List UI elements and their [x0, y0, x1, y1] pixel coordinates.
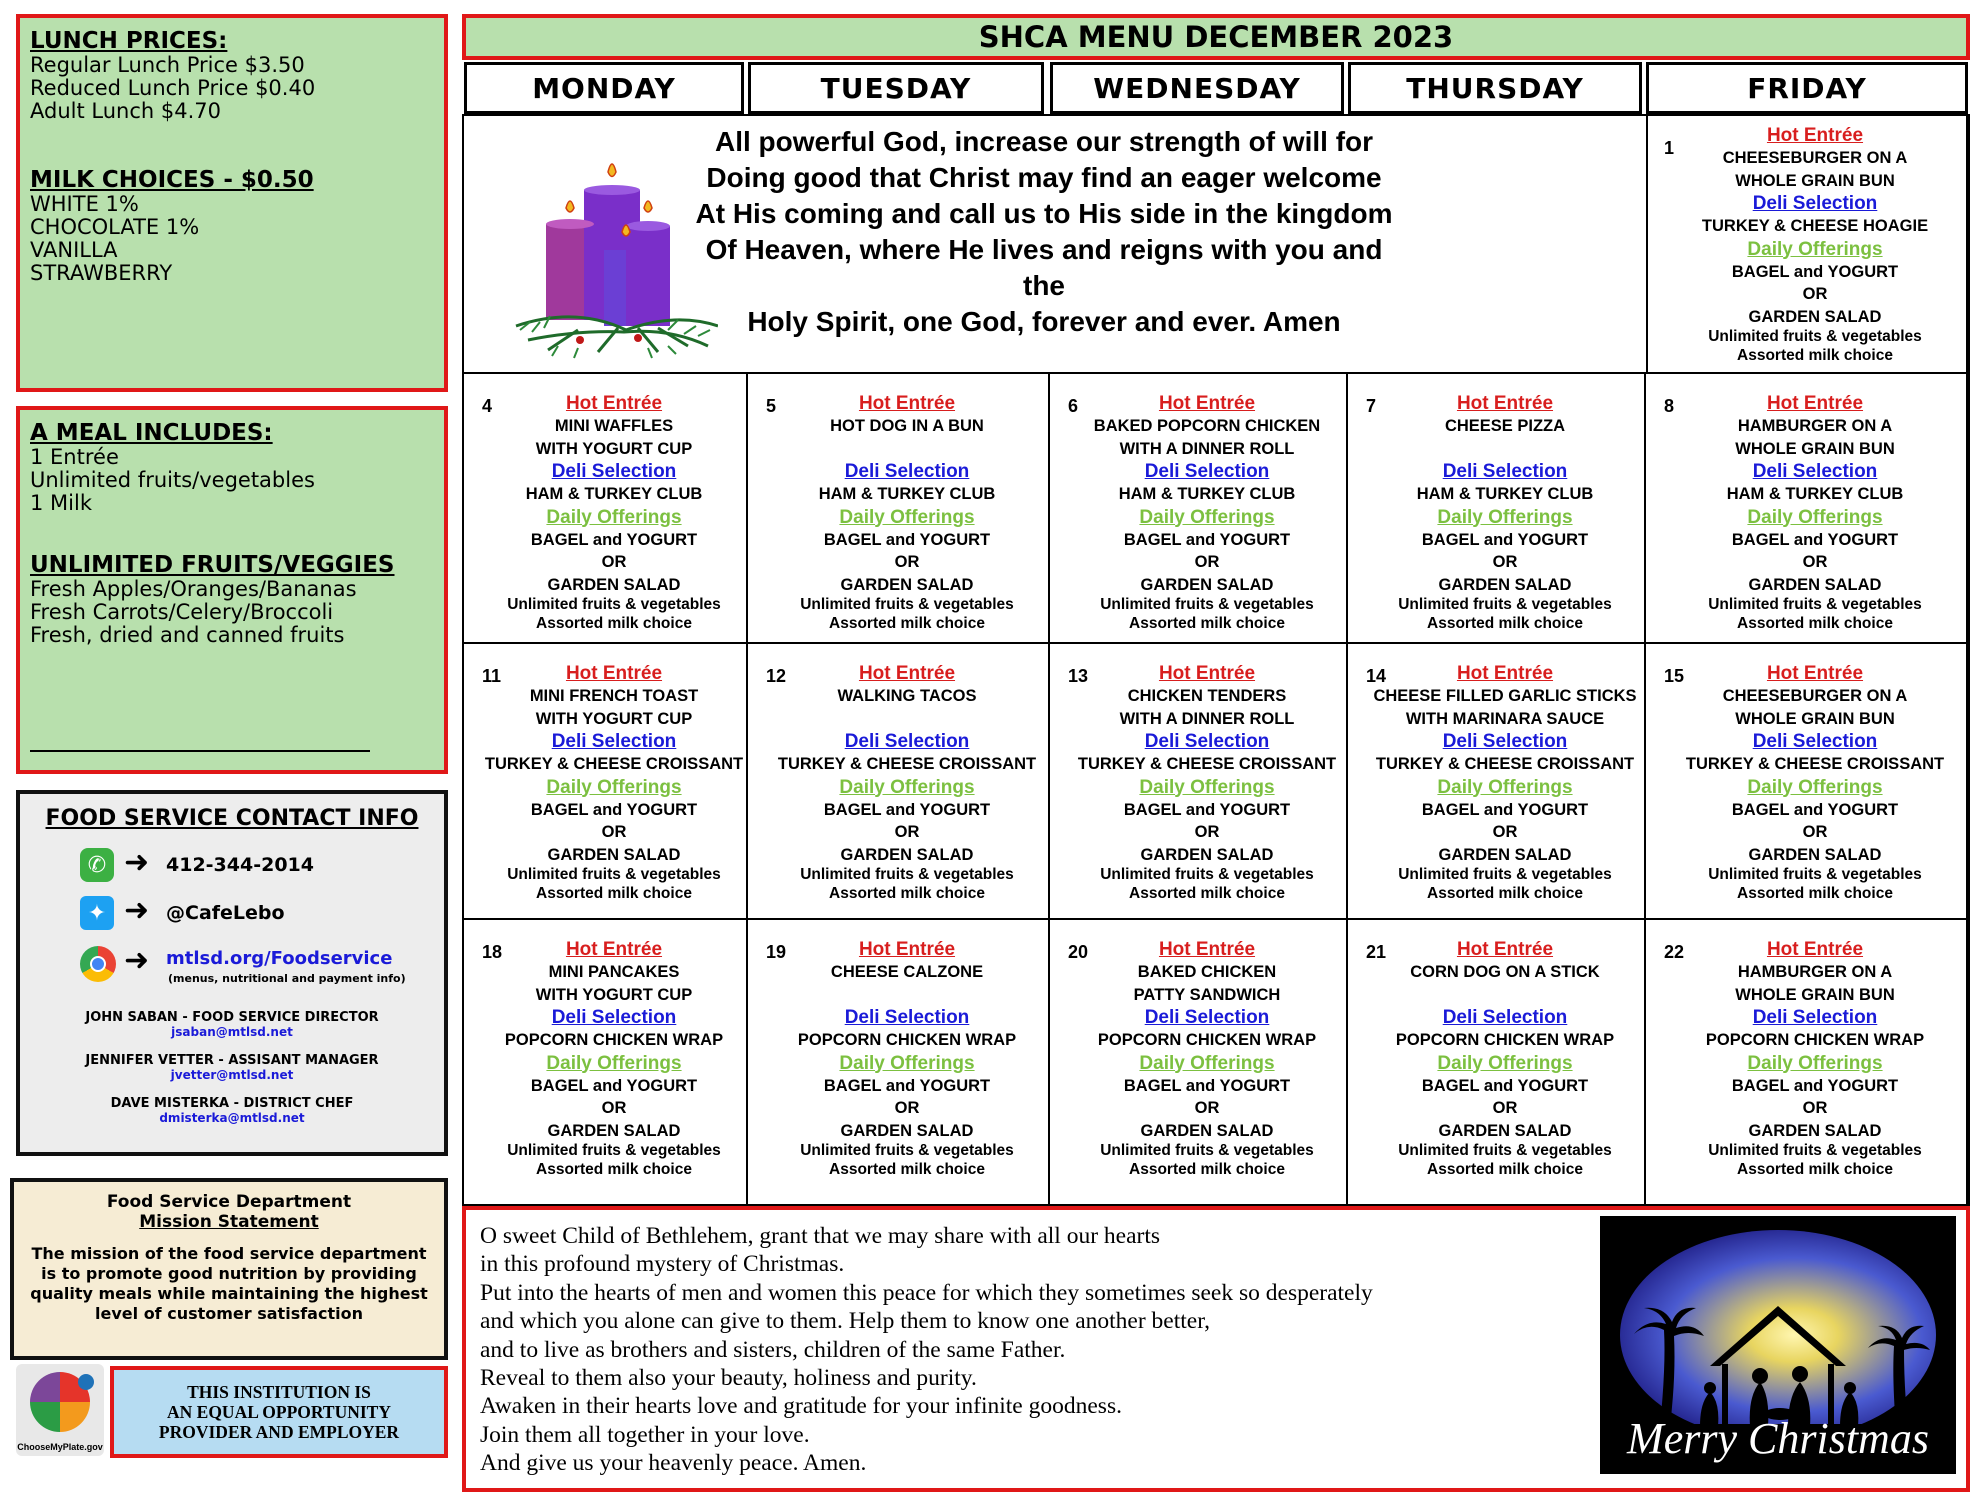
hot-entree-label: Hot Entrée: [1158, 393, 1256, 414]
hot-entree-item: WITH YOGURT CUP: [535, 985, 693, 1004]
day-cell: [1050, 644, 1348, 920]
fruits-note: Unlimited fruits & vegetables: [1100, 866, 1314, 883]
day-number: 22: [1664, 942, 1685, 962]
day-number: 15: [1664, 666, 1685, 686]
daily-offerings-label: Daily Offerings: [1437, 1052, 1573, 1074]
daily-item: BAGEL and YOGURT: [1123, 800, 1291, 819]
day-cell: [464, 920, 748, 1206]
weekday-header: TUESDAY: [748, 62, 1044, 114]
milk-note: Assorted milk choice: [536, 615, 692, 632]
hot-entree-label: Hot Entrée: [1766, 663, 1864, 684]
fruits-note: Unlimited fruits & vegetables: [1708, 596, 1922, 613]
daily-item: GARDEN SALAD: [1438, 845, 1572, 864]
milk-note: Assorted milk choice: [1737, 615, 1893, 632]
daily-item: GARDEN SALAD: [1748, 1121, 1882, 1140]
day-cell: [1646, 116, 1968, 374]
meal-includes-panel: [16, 406, 448, 774]
milk-note: Assorted milk choice: [829, 1161, 985, 1178]
menu-items: [1646, 662, 1966, 904]
weekday-header: WEDNESDAY: [1050, 62, 1344, 114]
menu-items: [1050, 938, 1346, 1180]
day-number: 12: [766, 666, 787, 686]
day-number: 19: [766, 942, 787, 962]
daily-offerings-label: Daily Offerings: [1437, 776, 1573, 798]
menu-items: [748, 392, 1048, 634]
myplate-logo: [16, 1364, 104, 1456]
hot-entree-item: WITH MARINARA SAUCE: [1405, 709, 1605, 728]
deli-selection-label: Deli Selection: [551, 731, 677, 752]
hot-entree-label: Hot Entrée: [858, 939, 956, 960]
menu-items: [1348, 662, 1644, 904]
daily-item: OR: [1194, 823, 1220, 841]
deli-item: HAM & TURKEY CLUB: [818, 485, 996, 503]
hot-entree-item: PATTY SANDWICH: [1133, 985, 1281, 1004]
daily-item: OR: [1492, 553, 1518, 571]
phone-icon: ✆: [80, 848, 114, 882]
daily-item: GARDEN SALAD: [547, 845, 681, 864]
day-cell: [1348, 644, 1646, 920]
deli-item: HAM & TURKEY CLUB: [1118, 485, 1296, 503]
hot-entree-item: CHEESEBURGER ON A: [1722, 687, 1908, 705]
milk-note: Assorted milk choice: [1427, 1161, 1583, 1178]
day-number: 7: [1366, 396, 1377, 416]
daily-item: OR: [1802, 553, 1828, 571]
deli-item: HAM & TURKEY CLUB: [1416, 485, 1594, 503]
daily-item: BAGEL and YOGURT: [823, 530, 991, 549]
deli-item: TURKEY & CHEESE CROISSANT: [484, 755, 744, 773]
menu-items: [464, 938, 746, 1180]
prayer-line: Join them all together in your love.: [480, 1421, 810, 1448]
day-number: 20: [1068, 942, 1089, 962]
fruits-note: Unlimited fruits & vegetables: [507, 1142, 721, 1159]
fruits-note: Unlimited fruits & vegetables: [1100, 596, 1314, 613]
day-number: 8: [1664, 396, 1675, 416]
daily-item: OR: [1802, 285, 1828, 303]
weekday-header: MONDAY: [464, 62, 744, 114]
day-cell: [1348, 374, 1646, 644]
fruits-note: Unlimited fruits & vegetables: [1100, 1142, 1314, 1159]
day-cell: [464, 374, 748, 644]
day-number: 5: [766, 396, 777, 416]
daily-offerings-label: Daily Offerings: [546, 1052, 682, 1074]
menu-items: [1348, 392, 1644, 634]
menu-items: [1050, 662, 1346, 904]
milk-note: Assorted milk choice: [536, 885, 692, 902]
price-line: Adult Lunch $4.70: [30, 99, 221, 123]
prayer-line: At His coming and call us to His side in the kingdom: [695, 198, 1393, 229]
veggies-line: Fresh Carrots/Celery/Broccoli: [30, 600, 334, 624]
advent-prayer-text: [694, 124, 1394, 340]
hot-entree-item: WHOLE GRAIN BUN: [1735, 985, 1895, 1004]
deli-item: HAM & TURKEY CLUB: [1726, 485, 1904, 503]
deli-selection-label: Deli Selection: [844, 731, 970, 752]
contact-panel: [16, 790, 448, 1156]
menu-items: [748, 662, 1048, 904]
spacer: [766, 708, 1048, 731]
menu-items: [464, 392, 746, 634]
daily-offerings-label: Daily Offerings: [546, 506, 682, 528]
price-line: Reduced Lunch Price $0.40: [30, 76, 316, 100]
hot-entree-item: MINI PANCAKES: [548, 963, 680, 981]
deli-selection-label: Deli Selection: [1442, 731, 1568, 752]
spacer: [1366, 438, 1644, 461]
daily-item: BAGEL and YOGURT: [1731, 800, 1899, 819]
milk-heading: MILK CHOICES - $0.50: [30, 167, 314, 193]
deli-item: HAM & TURKEY CLUB: [525, 485, 703, 503]
daily-offerings-label: Daily Offerings: [839, 1052, 975, 1074]
menu-items: [1348, 938, 1644, 1180]
daily-offerings-label: Daily Offerings: [1747, 1052, 1883, 1074]
eeo-line: THIS INSTITUTION IS: [187, 1382, 371, 1402]
milk-line: VANILLA: [30, 238, 118, 262]
day-number: 4: [482, 396, 493, 416]
meal-line: Unlimited fruits/vegetables: [30, 468, 315, 492]
milk-note: Assorted milk choice: [829, 615, 985, 632]
day-cell: [464, 644, 748, 920]
daily-item: OR: [601, 823, 627, 841]
milk-line: CHOCOLATE 1%: [30, 215, 200, 239]
prayer-line: and to live as brothers and sisters, children of the same Father.: [480, 1336, 1066, 1363]
hot-entree-label: Hot Entrée: [1456, 939, 1554, 960]
hot-entree-label: Hot Entrée: [565, 393, 663, 414]
contact-heading: FOOD SERVICE CONTACT INFO: [45, 806, 419, 831]
nativity-image: [1600, 1216, 1956, 1474]
fruits-note: Unlimited fruits & vegetables: [1708, 328, 1922, 345]
milk-note: Assorted milk choice: [1129, 615, 1285, 632]
hot-entree-label: Hot Entrée: [858, 393, 956, 414]
deli-item: TURKEY & CHEESE HOAGIE: [1701, 217, 1929, 235]
lunch-prices-heading: LUNCH PRICES:: [30, 28, 228, 54]
meal-heading: A MEAL INCLUDES:: [30, 420, 273, 446]
eeo-panel: [110, 1366, 448, 1458]
deli-item: POPCORN CHICKEN WRAP: [1705, 1031, 1925, 1049]
prayer-line: Awaken in their hearts love and gratitude for your infinite goodness.: [480, 1393, 1122, 1420]
daily-item: GARDEN SALAD: [1140, 575, 1274, 594]
daily-item: GARDEN SALAD: [547, 1121, 681, 1140]
daily-item: GARDEN SALAD: [1438, 575, 1572, 594]
hot-entree-label: Hot Entrée: [1766, 393, 1864, 414]
deli-selection-label: Deli Selection: [1752, 461, 1878, 482]
day-number: 18: [482, 942, 503, 962]
daily-offerings-label: Daily Offerings: [1139, 1052, 1275, 1074]
deli-selection-label: Deli Selection: [1752, 731, 1878, 752]
daily-item: BAGEL and YOGURT: [823, 800, 991, 819]
hot-entree-item: CHEESE CALZONE: [830, 963, 984, 981]
lunch-prices-panel: [16, 14, 448, 392]
daily-item: GARDEN SALAD: [840, 1121, 974, 1140]
day-cell: [1050, 920, 1348, 1206]
fruits-note: Unlimited fruits & vegetables: [1398, 866, 1612, 883]
deli-item: TURKEY & CHEESE CROISSANT: [1685, 755, 1945, 773]
page-title: SHCA MENU DECEMBER 2023: [462, 14, 1970, 60]
prayer-line: Doing good that Christ may find an eager welcome: [706, 162, 1382, 193]
daily-item: GARDEN SALAD: [547, 575, 681, 594]
daily-offerings-label: Daily Offerings: [1747, 776, 1883, 798]
hot-entree-item: WHOLE GRAIN BUN: [1735, 171, 1895, 190]
hot-entree-item: BAKED CHICKEN: [1137, 963, 1277, 981]
daily-item: GARDEN SALAD: [1140, 1121, 1274, 1140]
hot-entree-item: HAMBURGER ON A: [1737, 963, 1893, 981]
veggies-heading: UNLIMITED FRUITS/VEGGIES: [30, 552, 395, 578]
meal-line: 1 Milk: [30, 491, 92, 515]
day-number: 6: [1068, 396, 1079, 416]
daily-item: BAGEL and YOGURT: [530, 530, 698, 549]
mission-line1: Food Service Department: [106, 1192, 352, 1212]
staff-email[interactable]: jvetter@mtlsd.net: [170, 1068, 294, 1082]
fruits-note: Unlimited fruits & vegetables: [1398, 1142, 1612, 1159]
price-line: Regular Lunch Price $3.50: [30, 53, 305, 77]
hot-entree-item: WITH A DINNER ROLL: [1119, 709, 1295, 728]
spacer: [1366, 984, 1644, 1007]
daily-item: OR: [1802, 823, 1828, 841]
daily-item: BAGEL and YOGURT: [1731, 262, 1899, 281]
daily-item: BAGEL and YOGURT: [1731, 1076, 1899, 1095]
daily-item: OR: [894, 1099, 920, 1117]
daily-item: OR: [1194, 553, 1220, 571]
daily-item: OR: [894, 823, 920, 841]
menu-items: [1646, 124, 1966, 366]
daily-item: BAGEL and YOGURT: [1731, 530, 1899, 549]
signature-line: [30, 750, 370, 752]
prayer-line: Reveal to them also your beauty, holiness and purity.: [480, 1365, 977, 1392]
fruits-note: Unlimited fruits & vegetables: [1398, 596, 1612, 613]
fruits-note: Unlimited fruits & vegetables: [1708, 866, 1922, 883]
day-number: 21: [1366, 942, 1387, 962]
daily-offerings-label: Daily Offerings: [839, 776, 975, 798]
hot-entree-item: HAMBURGER ON A: [1737, 417, 1893, 435]
prayer-line: Of Heaven, where He lives and reigns with you and the: [705, 234, 1383, 301]
deli-selection-label: Deli Selection: [1442, 461, 1568, 482]
mission-line2: Mission Statement: [139, 1212, 319, 1232]
spacer: [766, 438, 1048, 461]
daily-item: BAGEL and YOGURT: [1421, 800, 1589, 819]
milk-note: Assorted milk choice: [829, 885, 985, 902]
weekday-header: THURSDAY: [1348, 62, 1642, 114]
hot-entree-label: Hot Entrée: [1766, 939, 1864, 960]
prayer-line: O sweet Child of Bethlehem, grant that we may share with all our hearts: [480, 1223, 1161, 1249]
advent-prayer-cell: [464, 116, 1648, 374]
daily-item: BAGEL and YOGURT: [1421, 1076, 1589, 1095]
hot-entree-item: WITH YOGURT CUP: [535, 439, 693, 458]
prayer-line: All powerful God, increase our strength of will for: [714, 126, 1374, 157]
deli-selection-label: Deli Selection: [1752, 193, 1878, 214]
day-cell: [1646, 920, 1968, 1206]
staff-email[interactable]: jsaban@mtlsd.net: [171, 1025, 293, 1039]
day-number: 11: [482, 666, 502, 686]
fruits-note: Unlimited fruits & vegetables: [507, 866, 721, 883]
day-cell: [748, 374, 1050, 644]
menu-items: [1646, 392, 1966, 634]
twitter-icon: ✦: [80, 896, 114, 930]
day-number: 14: [1366, 666, 1387, 686]
deli-selection-label: Deli Selection: [1144, 731, 1270, 752]
deli-selection-label: Deli Selection: [551, 1007, 677, 1028]
daily-offerings-label: Daily Offerings: [1139, 506, 1275, 528]
hot-entree-item: WALKING TACOS: [837, 687, 977, 705]
hot-entree-item: CHEESE FILLED GARLIC STICKS: [1373, 687, 1637, 705]
daily-item: GARDEN SALAD: [1140, 845, 1274, 864]
merry-christmas-text: Merry Christmas: [1627, 1414, 1929, 1463]
hot-entree-item: CHICKEN TENDERS: [1127, 687, 1287, 705]
milk-line: WHITE 1%: [30, 192, 139, 216]
deli-selection-label: Deli Selection: [1752, 1007, 1878, 1028]
day-cell: [1348, 920, 1646, 1206]
day-number: 13: [1068, 666, 1089, 686]
eeo-line: PROVIDER AND EMPLOYER: [158, 1422, 400, 1442]
arrow-icon: ➜: [124, 894, 150, 927]
day-number: 1: [1664, 138, 1675, 158]
veggies-line: Fresh, dried and canned fruits: [30, 623, 345, 647]
staff-title: JENNIFER VETTER - ASSISANT MANAGER: [85, 1053, 379, 1068]
daily-item: GARDEN SALAD: [840, 845, 974, 864]
veggies-line: Fresh Apples/Oranges/Bananas: [30, 577, 357, 601]
deli-item: TURKEY & CHEESE CROISSANT: [1077, 755, 1337, 773]
daily-item: OR: [601, 553, 627, 571]
milk-line: STRAWBERRY: [30, 261, 173, 285]
day-cell: [748, 920, 1050, 1206]
deli-selection-label: Deli Selection: [844, 461, 970, 482]
daily-item: OR: [1194, 1099, 1220, 1117]
deli-selection-label: Deli Selection: [844, 1007, 970, 1028]
milk-note: Assorted milk choice: [1427, 615, 1583, 632]
hot-entree-item: BAKED POPCORN CHICKEN: [1093, 417, 1321, 435]
daily-offerings-label: Daily Offerings: [1747, 506, 1883, 528]
hot-entree-item: CHEESEBURGER ON A: [1722, 149, 1908, 167]
website-note: (menus, nutritional and payment info): [168, 972, 406, 985]
hot-entree-item: MINI FRENCH TOAST: [529, 687, 699, 705]
hot-entree-label: Hot Entrée: [858, 663, 956, 684]
hot-entree-item: WHOLE GRAIN BUN: [1735, 439, 1895, 458]
day-cell: [1050, 374, 1348, 644]
daily-item: OR: [601, 1099, 627, 1117]
milk-note: Assorted milk choice: [536, 1161, 692, 1178]
menu-items: [1646, 938, 1966, 1180]
deli-item: POPCORN CHICKEN WRAP: [1395, 1031, 1615, 1049]
daily-item: GARDEN SALAD: [1748, 307, 1882, 326]
daily-item: BAGEL and YOGURT: [1123, 530, 1291, 549]
menu-items: [1050, 392, 1346, 634]
deli-selection-label: Deli Selection: [1144, 461, 1270, 482]
twitter-handle: @CafeLebo: [166, 902, 285, 924]
daily-offerings-label: Daily Offerings: [1747, 238, 1883, 260]
meal-line: 1 Entrée: [30, 445, 119, 469]
christmas-prayer-text: [480, 1222, 1580, 1478]
daily-item: BAGEL and YOGURT: [530, 1076, 698, 1095]
staff-email[interactable]: dmisterka@mtlsd.net: [159, 1111, 305, 1125]
advent-candles-icon: [508, 150, 718, 360]
hot-entree-item: MINI WAFFLES: [554, 417, 674, 435]
eeo-line: AN EQUAL OPPORTUNITY: [167, 1402, 391, 1422]
arrow-icon: ➜: [124, 944, 150, 977]
prayer-line: Put into the hearts of men and women this peace for which they sometimes seek so desperately: [480, 1279, 1373, 1306]
chrome-icon: [80, 946, 116, 982]
hot-entree-item: HOT DOG IN A BUN: [830, 417, 984, 435]
daily-offerings-label: Daily Offerings: [1437, 506, 1573, 528]
day-cell: [1646, 644, 1968, 920]
deli-selection-label: Deli Selection: [1144, 1007, 1270, 1028]
daily-item: OR: [894, 553, 920, 571]
daily-offerings-label: Daily Offerings: [1139, 776, 1275, 798]
daily-offerings-label: Daily Offerings: [839, 506, 975, 528]
hot-entree-item: WITH A DINNER ROLL: [1119, 439, 1295, 458]
milk-note: Assorted milk choice: [1129, 1161, 1285, 1178]
hot-entree-label: Hot Entrée: [1158, 939, 1256, 960]
hot-entree-item: CHEESE PIZZA: [1444, 417, 1566, 435]
milk-note: Assorted milk choice: [1737, 1161, 1893, 1178]
daily-item: GARDEN SALAD: [1438, 1121, 1572, 1140]
hot-entree-item: WITH YOGURT CUP: [535, 709, 693, 728]
deli-selection-label: Deli Selection: [551, 461, 677, 482]
deli-item: POPCORN CHICKEN WRAP: [1097, 1031, 1317, 1049]
daily-item: GARDEN SALAD: [1748, 845, 1882, 864]
fruits-note: Unlimited fruits & vegetables: [800, 596, 1014, 613]
website-link[interactable]: mtlsd.org/Foodservice: [166, 948, 393, 969]
daily-item: GARDEN SALAD: [840, 575, 974, 594]
deli-item: POPCORN CHICKEN WRAP: [504, 1031, 724, 1049]
hot-entree-item: WHOLE GRAIN BUN: [1735, 709, 1895, 728]
deli-item: POPCORN CHICKEN WRAP: [797, 1031, 1017, 1049]
weekday-header: FRIDAY: [1646, 62, 1968, 114]
fruits-note: Unlimited fruits & vegetables: [1708, 1142, 1922, 1159]
hot-entree-label: Hot Entrée: [565, 663, 663, 684]
daily-item: OR: [1492, 823, 1518, 841]
hot-entree-label: Hot Entrée: [1766, 125, 1864, 146]
deli-item: TURKEY & CHEESE CROISSANT: [777, 755, 1037, 773]
mission-body: The mission of the food service department is to promote good nutrition by providing quality meals while maintaining the highest level of customer satisfaction: [30, 1244, 428, 1323]
daily-item: BAGEL and YOGURT: [823, 1076, 991, 1095]
daily-item: BAGEL and YOGURT: [1421, 530, 1589, 549]
menu-items: [464, 662, 746, 904]
hot-entree-label: Hot Entrée: [1158, 663, 1256, 684]
fruits-note: Unlimited fruits & vegetables: [800, 1142, 1014, 1159]
staff-title: DAVE MISTERKA - DISTRICT CHEF: [110, 1096, 354, 1111]
daily-item: BAGEL and YOGURT: [530, 800, 698, 819]
prayer-line: in this profound mystery of Christmas.: [480, 1251, 845, 1278]
menu-items: [748, 938, 1048, 1180]
milk-note: Assorted milk choice: [1737, 347, 1893, 364]
prayer-line: and which you alone can give to them. Help them to know one another better,: [480, 1308, 1210, 1335]
milk-note: Assorted milk choice: [1129, 885, 1285, 902]
staff-title: JOHN SABAN - FOOD SERVICE DIRECTOR: [85, 1010, 379, 1025]
day-cell: [1646, 374, 1968, 644]
day-cell: [748, 644, 1050, 920]
daily-offerings-label: Daily Offerings: [546, 776, 682, 798]
daily-item: OR: [1802, 1099, 1828, 1117]
milk-note: Assorted milk choice: [1737, 885, 1893, 902]
phone-number: 412-344-2014: [166, 854, 314, 876]
staff-list: [20, 1010, 444, 1125]
daily-item: OR: [1492, 1099, 1518, 1117]
daily-item: BAGEL and YOGURT: [1123, 1076, 1291, 1095]
daily-item: GARDEN SALAD: [1748, 575, 1882, 594]
hot-entree-item: CORN DOG ON A STICK: [1410, 963, 1600, 981]
deli-item: TURKEY & CHEESE CROISSANT: [1375, 755, 1635, 773]
prayer-line: Holy Spirit, one God, forever and ever. Amen: [747, 306, 1341, 337]
deli-selection-label: Deli Selection: [1442, 1007, 1568, 1028]
spacer: [766, 984, 1048, 1007]
hot-entree-label: Hot Entrée: [1456, 663, 1554, 684]
fruits-note: Unlimited fruits & vegetables: [800, 866, 1014, 883]
hot-entree-label: Hot Entrée: [565, 939, 663, 960]
fruits-note: Unlimited fruits & vegetables: [507, 596, 721, 613]
mission-panel: [10, 1178, 448, 1360]
arrow-icon: ➜: [124, 846, 150, 879]
myplate-text: ChooseMyPlate.gov: [17, 1442, 103, 1452]
prayer-line: And give us your heavenly peace. Amen.: [480, 1450, 867, 1477]
hot-entree-label: Hot Entrée: [1456, 393, 1554, 414]
milk-note: Assorted milk choice: [1427, 885, 1583, 902]
